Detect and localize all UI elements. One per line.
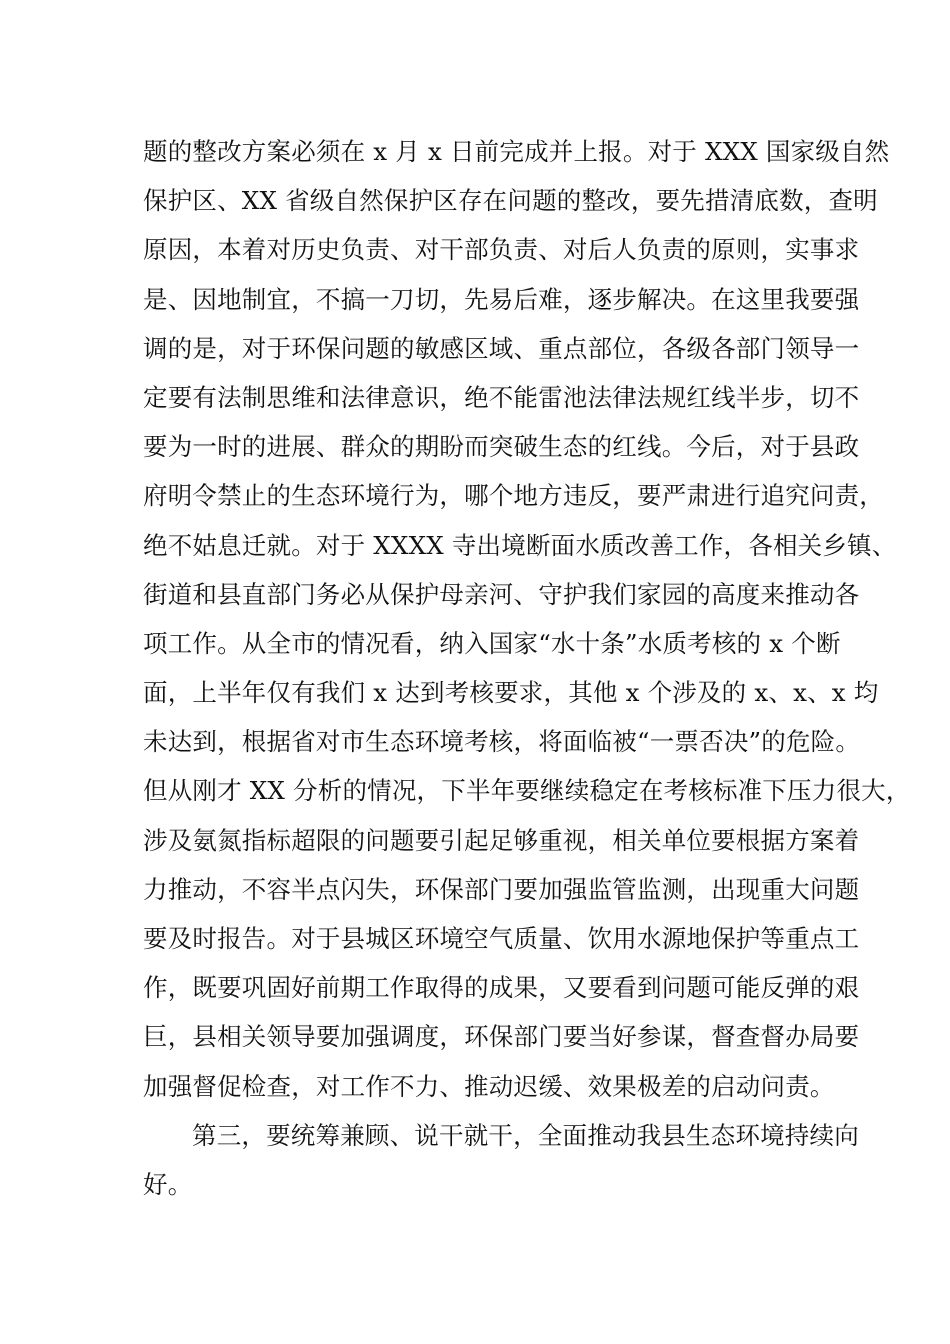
text-line: 加强督促检查，对工作不力、推动迟缓、效果极差的启动问责。 xyxy=(143,1071,835,1101)
text-line: 街道和县直部门务必从保护母亲河、守护我们家园的高度来推动各 xyxy=(143,579,860,609)
text-line: 好。 xyxy=(143,1169,193,1199)
text-line: 绝不姑息迁就。对于 XXXX 寺出境断面水质改善工作，各相关乡镇、 xyxy=(143,530,897,560)
text-line: 保护区、XX 省级自然保护区存在问题的整改，要先措清底数，查明 xyxy=(143,186,878,216)
text-line: 巨，县相关领导要加强调度，环保部门要当好参谋，督查督办局要 xyxy=(143,1022,860,1052)
text-line: 定要有法制思维和法律意识，绝不能雷池法律法规红线半步，切不 xyxy=(143,382,860,412)
text-line: 要及时报告。对于县城区环境空气质量、饮用水源地保护等重点工 xyxy=(143,924,860,953)
text-line: 涉及氨氮指标超限的问题要引起足够重视，相关单位要根据方案着 xyxy=(143,825,860,855)
body-text xyxy=(143,127,911,1209)
text-line: 调的是，对于环保问题的敏感区域、重点部位，各级各部门领导一 xyxy=(143,333,860,363)
text-line: 府明令禁止的生态环境行为，哪个地方违反，要严肃进行追究问责， xyxy=(143,481,884,511)
text-line: 项工作。从全市的情况看，纳入国家“水十条”水质考核的 x 个断 xyxy=(143,628,841,658)
text-line: 是、因地制宜，不搞一刀切，先易后难，逐步解决。在这里我要强 xyxy=(143,284,860,314)
text-line: 题的整改方案必须在 x 月 x 日前完成并上报。对于 XXX 国家级自然 xyxy=(143,137,890,166)
text-line: 力推动，不容半点闪失，环保部门要加强监管监测，出现重大问题 xyxy=(143,874,860,904)
text-line: 原因，本着对历史负责、对干部负责、对后人负责的原则，实事求 xyxy=(143,235,860,265)
paragraph-heading-line: 第三，要统筹兼顾、说干就干，全面推动我县生态环境持续向 xyxy=(192,1120,859,1150)
text-line: 面，上半年仅有我们 x 达到考核要求，其他 x 个涉及的 x、x、x 均 xyxy=(143,678,879,708)
text-line: 但从刚才 XX 分析的情况，下半年要继续稳定在考核标准下压力很大， xyxy=(143,776,911,806)
text-line: 要为一时的进展、群众的期盼而突破生态的红线。今后，对于县政 xyxy=(143,432,860,462)
text-line: 未达到，根据省对市生态环境考核，将面临被“一票否决”的危险。 xyxy=(143,727,861,757)
text-line: 作，既要巩固好前期工作取得的成果，又要看到问题可能反弹的艰 xyxy=(143,973,860,1003)
